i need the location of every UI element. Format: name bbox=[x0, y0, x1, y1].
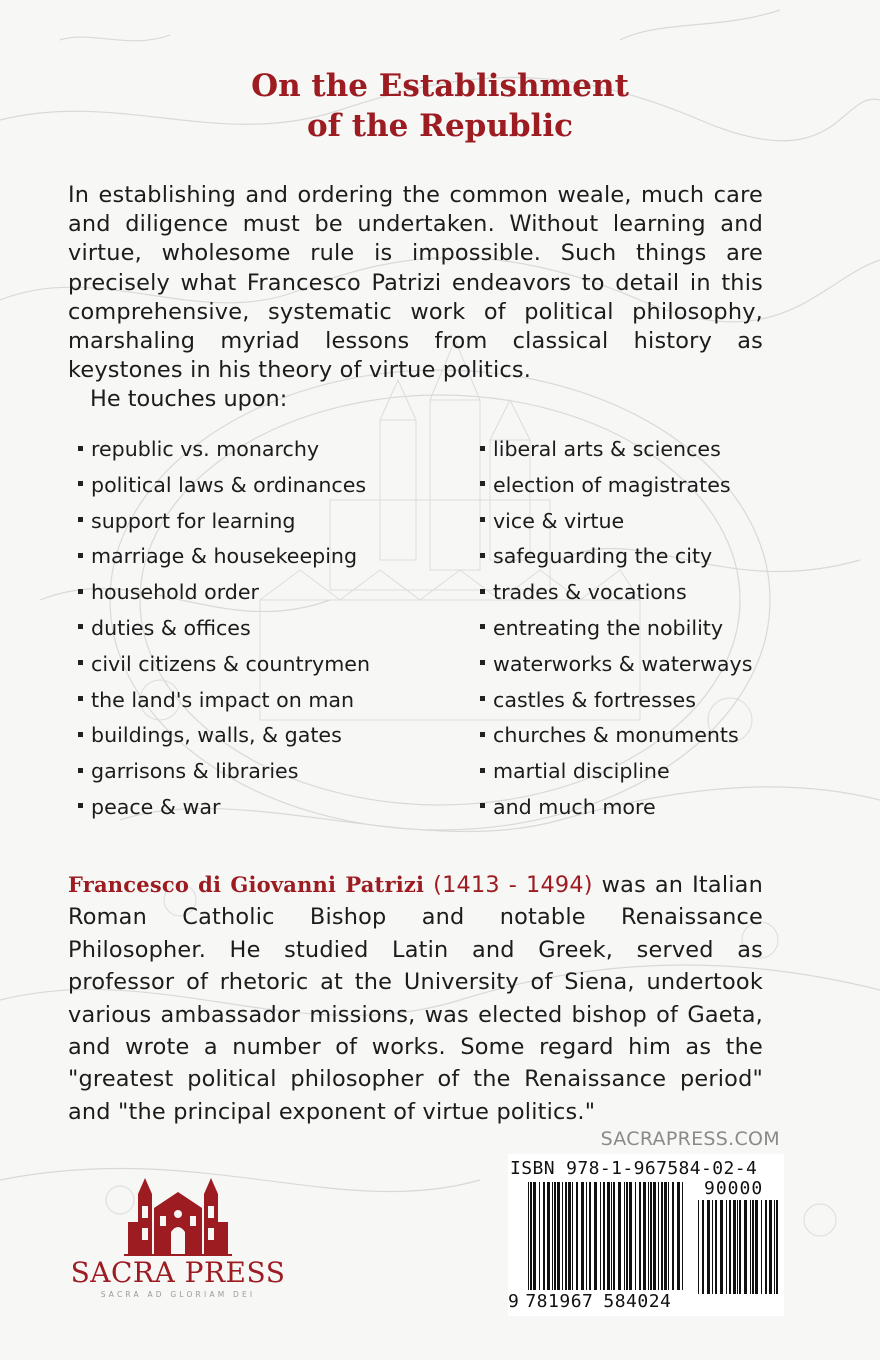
barcode-bar bbox=[750, 1200, 751, 1294]
bullet-icon bbox=[78, 481, 83, 486]
barcode-bar bbox=[712, 1200, 713, 1294]
list-item: vice & virtue bbox=[480, 506, 752, 542]
topics-left-list bbox=[78, 434, 370, 828]
barcode-bar bbox=[755, 1200, 758, 1294]
title-line-1: On the Establishment bbox=[251, 68, 629, 104]
bullet-icon bbox=[480, 803, 485, 808]
barcode-bar bbox=[552, 1182, 553, 1290]
barcode-bar bbox=[543, 1182, 545, 1290]
barcode-bar bbox=[618, 1182, 621, 1290]
list-item: civil citizens & countrymen bbox=[78, 649, 370, 685]
touches-label: He touches upon: bbox=[90, 386, 288, 412]
bullet-icon bbox=[480, 481, 485, 486]
barcode-bar bbox=[672, 1182, 674, 1290]
list-item: republic vs. monarchy bbox=[78, 434, 370, 470]
author-name: Francesco di Giovanni Patrizi bbox=[68, 872, 425, 897]
list-item: the land's impact on man bbox=[78, 685, 370, 721]
list-item: garrisons & libraries bbox=[78, 756, 370, 792]
barcode-bar bbox=[668, 1182, 669, 1290]
topics-right-list bbox=[480, 434, 752, 828]
list-item: churches & monuments bbox=[480, 720, 752, 756]
isbn-barcode bbox=[508, 1154, 784, 1316]
barcode-bar bbox=[661, 1182, 663, 1290]
barcode-bar bbox=[586, 1182, 587, 1290]
barcode-bar bbox=[650, 1182, 652, 1290]
barcode-bar bbox=[624, 1182, 625, 1290]
barcode-bar bbox=[776, 1200, 778, 1294]
list-item: political laws & ordinances bbox=[78, 470, 370, 506]
barcode-bar bbox=[726, 1200, 727, 1294]
bullet-icon bbox=[78, 732, 83, 737]
barcode-bar bbox=[613, 1182, 615, 1290]
bullet-icon bbox=[480, 732, 485, 737]
barcode-bar bbox=[702, 1200, 704, 1294]
cathedral-icon bbox=[68, 1172, 288, 1256]
barcode-bar bbox=[626, 1182, 628, 1290]
barcode-bar bbox=[611, 1182, 612, 1290]
publisher-tagline: SACRA AD GLORIAM DEI bbox=[100, 1290, 256, 1299]
barcode-bar bbox=[629, 1182, 632, 1290]
ean-digits bbox=[508, 1291, 671, 1312]
bullet-icon bbox=[78, 624, 83, 629]
barcode-bar bbox=[769, 1200, 772, 1294]
list-item: castles & fortresses bbox=[480, 685, 752, 721]
publisher-website[interactable]: SACRAPRESS.COM bbox=[600, 1128, 780, 1150]
barcode-bar bbox=[653, 1182, 656, 1290]
bullet-icon bbox=[480, 660, 485, 665]
list-item: election of magistrates bbox=[480, 470, 752, 506]
bullet-icon bbox=[78, 768, 83, 773]
list-item: waterworks & waterways bbox=[480, 649, 752, 685]
barcode-bar bbox=[761, 1200, 762, 1294]
barcode-bar bbox=[581, 1182, 584, 1290]
barcode-bar bbox=[568, 1182, 571, 1290]
barcode-bar bbox=[562, 1182, 563, 1290]
ean-right-digits: 584024 bbox=[603, 1291, 672, 1312]
barcode-bar bbox=[530, 1182, 532, 1290]
barcode-bar bbox=[682, 1182, 683, 1290]
bullet-icon bbox=[78, 589, 83, 594]
ean-lead-digit: 9 bbox=[508, 1291, 520, 1312]
list-item: duties & offices bbox=[78, 613, 370, 649]
list-item: marriage & housekeeping bbox=[78, 541, 370, 577]
list-item: household order bbox=[78, 577, 370, 613]
publisher-logo bbox=[68, 1172, 288, 1302]
list-item: liberal arts & sciences bbox=[480, 434, 752, 470]
list-item: peace & war bbox=[78, 792, 370, 828]
bullet-icon bbox=[480, 517, 485, 522]
bullet-icon bbox=[480, 768, 485, 773]
bullet-icon bbox=[78, 446, 83, 451]
barcode-bar bbox=[565, 1182, 567, 1290]
book-title bbox=[0, 66, 880, 146]
barcode-bar bbox=[715, 1200, 717, 1294]
isbn-text: ISBN 978-1-967584-02-4 bbox=[510, 1158, 758, 1179]
list-item: trades & vocations bbox=[480, 577, 752, 613]
list-item: buildings, walls, & gates bbox=[78, 720, 370, 756]
barcode-bar bbox=[765, 1200, 767, 1294]
barcode-bar bbox=[603, 1182, 605, 1290]
list-item: and much more bbox=[480, 792, 752, 828]
author-years: (1413 - 1494) bbox=[433, 872, 593, 898]
barcode-bar bbox=[664, 1182, 667, 1290]
price-addon-text: 90000 bbox=[704, 1178, 764, 1199]
ean-left-digits: 781967 bbox=[525, 1291, 594, 1312]
barcode-bar bbox=[589, 1182, 591, 1290]
barcode-bar bbox=[594, 1182, 597, 1290]
bullet-icon bbox=[78, 803, 83, 808]
barcode-bar bbox=[720, 1200, 723, 1294]
barcode-bar bbox=[744, 1200, 747, 1294]
barcode-bar bbox=[733, 1200, 736, 1294]
intro-paragraph: In establishing and ordering the common weale, much care and diligence must be undertaken. Without learning and virtue, wholesome rule is impossible. Such things are precisely what Francesco Patrizi endeavors to detail in this comprehensive, systematic work of political philosophy, marshaling myriad lessons from classical history as keystones in his theory of virtue politics. bbox=[68, 182, 763, 384]
bullet-icon bbox=[480, 696, 485, 701]
bullet-icon bbox=[480, 446, 485, 451]
barcode-bar bbox=[658, 1182, 659, 1290]
barcode-bar bbox=[774, 1200, 775, 1294]
barcode-bar bbox=[554, 1182, 556, 1290]
list-item: support for learning bbox=[78, 506, 370, 542]
barcode-bar bbox=[643, 1182, 646, 1290]
publisher-name: SACRA PRESS bbox=[70, 1256, 286, 1289]
barcode-bar bbox=[607, 1182, 610, 1290]
bullet-icon bbox=[78, 517, 83, 522]
barcode-bar bbox=[739, 1200, 741, 1294]
bullet-icon bbox=[480, 589, 485, 594]
barcode-bar bbox=[557, 1182, 560, 1290]
bullet-icon bbox=[480, 624, 485, 629]
title-line-2: of the Republic bbox=[307, 108, 573, 144]
barcode-bar bbox=[752, 1200, 754, 1294]
bullet-icon bbox=[78, 660, 83, 665]
barcode-bar bbox=[737, 1200, 738, 1294]
list-item: safeguarding the city bbox=[480, 541, 752, 577]
barcode-bar bbox=[707, 1200, 710, 1294]
barcode-bar bbox=[648, 1182, 649, 1290]
barcode-bar bbox=[547, 1182, 550, 1290]
author-bio-text: was an Italian Roman Catholic Bishop and notable Renaissance Philosopher. He studied Latin and Greek, served as professor of rhetoric at the University of Siena, undertook various ambassador missions, was elected bishop of Gaeta, and wrote a number of works. Some regard him as the "greatest political philosopher of the Renaissance period" and "the principal exponent of virtue politics." bbox=[68, 872, 763, 1125]
list-item: martial discipline bbox=[480, 756, 752, 792]
barcode-bar bbox=[576, 1182, 578, 1290]
barcode-bar bbox=[677, 1182, 680, 1290]
barcode-bar bbox=[600, 1182, 601, 1290]
barcode-bar bbox=[572, 1182, 573, 1290]
bullet-icon bbox=[480, 553, 485, 558]
author-bio bbox=[68, 869, 763, 1128]
bullet-icon bbox=[78, 553, 83, 558]
list-item: entreating the nobility bbox=[480, 613, 752, 649]
bullet-icon bbox=[78, 696, 83, 701]
barcode-bar bbox=[539, 1182, 540, 1290]
barcode-bar bbox=[639, 1182, 641, 1290]
barcode-bar bbox=[528, 1182, 529, 1290]
barcode-bar bbox=[729, 1200, 731, 1294]
barcode-bar bbox=[533, 1182, 536, 1290]
barcode-bar bbox=[635, 1182, 636, 1290]
barcode-bar bbox=[698, 1200, 699, 1294]
